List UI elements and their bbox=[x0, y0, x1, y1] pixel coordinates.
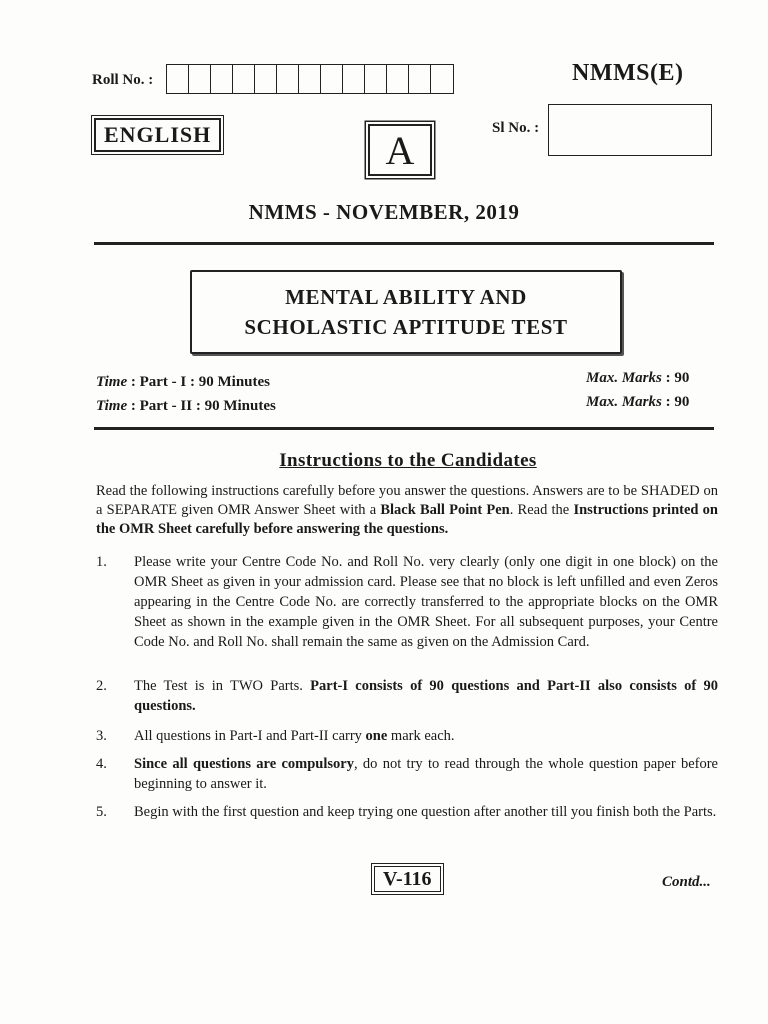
item-text bbox=[134, 726, 718, 746]
item-text-bold: Since all questions are compulsory bbox=[134, 756, 354, 772]
roll-number-cell[interactable] bbox=[277, 65, 299, 93]
instruction-item bbox=[96, 676, 718, 716]
intro-bold-pen: Black Ball Point Pen bbox=[380, 502, 510, 518]
item-text-part: , do not try to read through the whole question paper before beginning to answer it. bbox=[134, 756, 718, 792]
time-part-1 bbox=[96, 374, 270, 391]
time-word: Time bbox=[96, 374, 128, 390]
instructions-heading: Instructions to the Candidates bbox=[279, 450, 537, 471]
roll-number-cell[interactable] bbox=[431, 65, 453, 93]
roll-number-boxes[interactable] bbox=[166, 64, 454, 94]
roll-number-cell[interactable] bbox=[211, 65, 233, 93]
max-marks-1-value: : 90 bbox=[665, 370, 690, 386]
item-text-part: The Test is in TWO Parts. bbox=[134, 678, 311, 694]
instruction-item bbox=[96, 754, 718, 794]
instructions-intro bbox=[96, 482, 718, 539]
exam-title: NMMS - NOVEMBER, 2019 bbox=[248, 200, 520, 224]
roll-number-cell[interactable] bbox=[233, 65, 255, 93]
item-text: Begin with the first question and keep trying one question after another till you finish both the Parts. bbox=[134, 804, 717, 820]
roll-number-cell[interactable] bbox=[365, 65, 387, 93]
item-text bbox=[134, 754, 718, 794]
time-part-2 bbox=[96, 398, 276, 415]
max-marks-2 bbox=[586, 394, 689, 411]
item-number: 3. bbox=[96, 728, 107, 744]
item-text: Please write your Centre Code No. and Roll No. very clearly (only one digit in one block) on the OMR Sheet as given in your admission card. Please see that no block is left unfilled and even Zeros appearing in the Centre Code No. are correctly transferred to the appropriate blocks on the OMR Sheet as shown in the example given in the OMR Sheet. For all subsequent purposes, your Centre Code No. and Roll No. shall remain the same as given on the Admission Card. bbox=[134, 554, 718, 650]
instruction-item bbox=[96, 802, 718, 822]
roll-number-cell[interactable] bbox=[409, 65, 431, 93]
roll-number-label: Roll No. : bbox=[92, 72, 154, 88]
max-marks-1 bbox=[586, 370, 689, 387]
roll-number-cell[interactable] bbox=[343, 65, 365, 93]
roll-number-cell[interactable] bbox=[167, 65, 189, 93]
time-part-2-text: : Part - II : 90 Minutes bbox=[130, 398, 276, 414]
serial-number-box[interactable] bbox=[548, 104, 712, 156]
language-label: ENGLISH bbox=[94, 118, 221, 152]
item-number: 4. bbox=[96, 756, 107, 772]
item-text-bold: one bbox=[365, 728, 388, 744]
test-name-box bbox=[190, 270, 622, 354]
roll-number-cell[interactable] bbox=[299, 65, 321, 93]
test-name-line-2: SCHOLASTIC APTITUDE TEST bbox=[244, 315, 568, 339]
intro-bold-omr: Instructions printed on the OMR Sheet carefully before answering the questions. bbox=[96, 502, 718, 537]
item-number: 1. bbox=[96, 554, 107, 570]
instruction-item bbox=[96, 552, 718, 652]
max-marks-word: Max. Marks bbox=[586, 394, 662, 410]
exam-code: NMMS(E) bbox=[572, 60, 684, 86]
intro-text: . Read the bbox=[509, 502, 574, 518]
item-text-part: All questions in Part-I and Part-II carry bbox=[134, 728, 366, 744]
time-part-1-text: : Part - I : 90 Minutes bbox=[130, 374, 270, 390]
item-text-bold: Part-I consists of 90 questions and Part-II also consists of 90 questions. bbox=[134, 678, 718, 714]
test-name-line-1: MENTAL ABILITY AND bbox=[285, 285, 527, 309]
divider bbox=[94, 427, 714, 430]
max-marks-word: Max. Marks bbox=[586, 370, 662, 386]
item-text-part: mark each. bbox=[387, 728, 455, 744]
paper-code: V-116 bbox=[374, 866, 441, 892]
serial-number-label: Sl No. : bbox=[492, 120, 540, 136]
item-text bbox=[134, 676, 718, 716]
roll-number-cell[interactable] bbox=[321, 65, 343, 93]
max-marks-2-value: : 90 bbox=[665, 394, 690, 410]
roll-number-cell[interactable] bbox=[255, 65, 277, 93]
item-number: 2. bbox=[96, 678, 107, 694]
divider bbox=[94, 242, 714, 245]
time-word: Time bbox=[96, 398, 128, 414]
item-number: 5. bbox=[96, 804, 107, 820]
roll-number-cell[interactable] bbox=[189, 65, 211, 93]
continued-note: Contd... bbox=[662, 874, 711, 890]
booklet-set-box: A bbox=[368, 124, 432, 176]
instruction-item bbox=[96, 726, 718, 746]
intro-text: Read the following instructions carefully before you answer the questions. Answers are to be SHADED on a SEPARATE given OMR Answer Sheet with a bbox=[96, 483, 718, 518]
roll-number-cell[interactable] bbox=[387, 65, 409, 93]
